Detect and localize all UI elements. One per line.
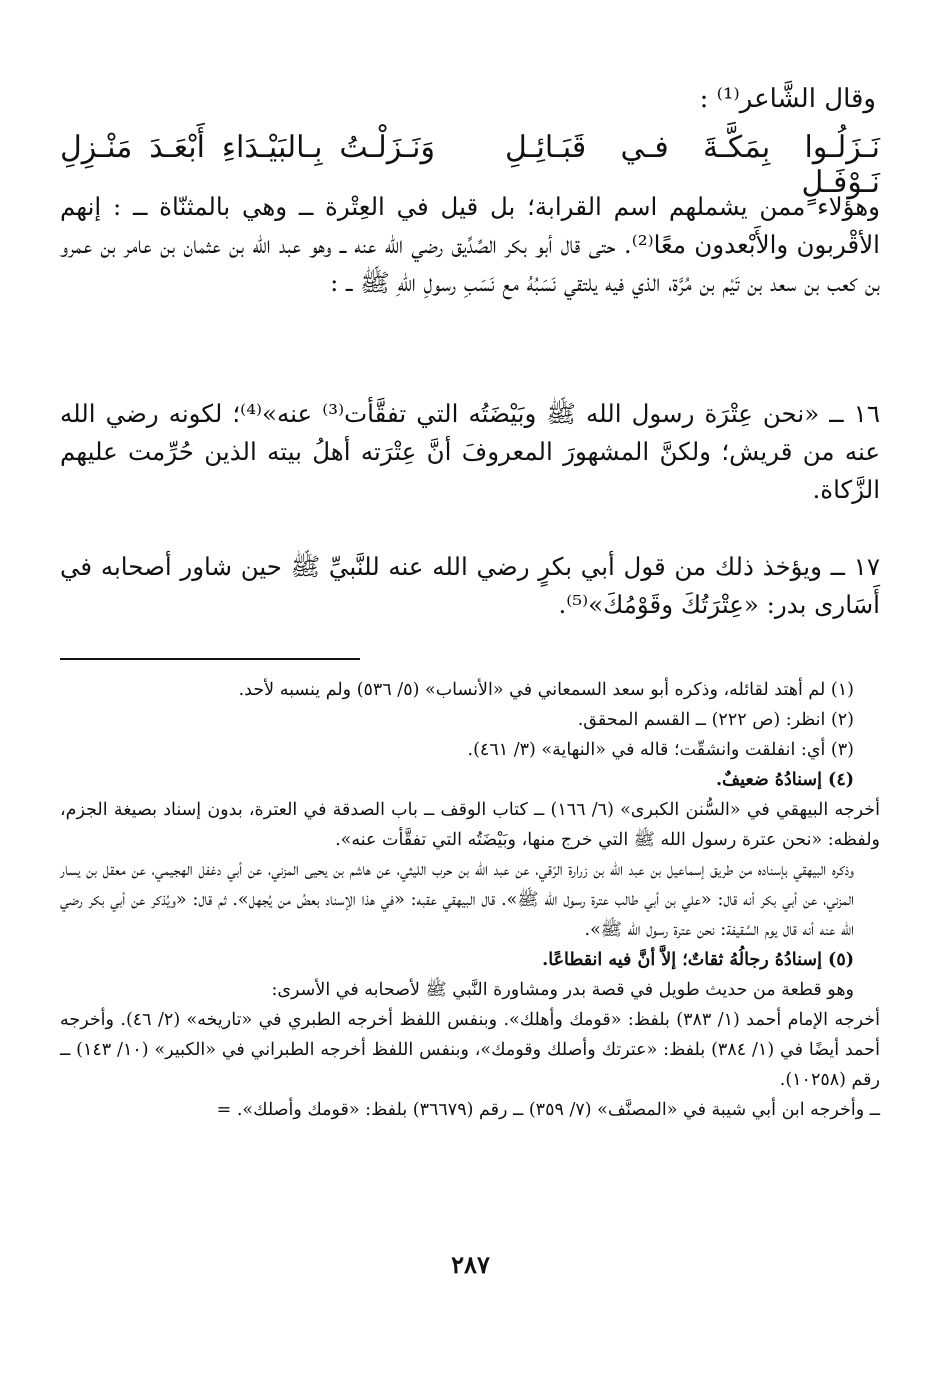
- footnotes: [60, 675, 880, 1125]
- footnote-3: (٣) أي: انفلقت وانشقّت؛ قاله في «النهاية» (٣/ ٤٦١).: [467, 740, 854, 760]
- footnote-1: (١) لم أهتد لقائله، وذكره أبو سعد السمعاني في «الأنساب» (٥/ ٥٣٦) ولم ينسبه لأحد.: [238, 680, 854, 700]
- poem-hemistich-first: نَـزَلُـوا بِمَكَّـةَ فـي قَبَـائِـلِ نَـوْفَـلٍ: [505, 130, 880, 200]
- poem-verse: [60, 130, 880, 200]
- paragraph-qaraba: وهؤلاء ممن يشملهم اسم القرابة؛ بل قيل في العِتْرة ــ وهي بالمثنّاة ــ : إنهم الأقْربون والأَبْعدون معًا⁽²⁾. حتى قال أبو بكر الصِّدِّيق رضي الله عنه ــ وهو عبد الله بن عثمان بن عامر بن عمرو بن كعب بن سعد بن تَيْم بن مُرَّة، الذي فيه يلتقي نَسَبُهُ مع نَسَبِ رسولِ اللّهِ ﷺ ــ :: [60, 192, 880, 297]
- footnote-5-grade: (٥) إسنادُهُ رجالُهُ ثقاتٌ؛ إلاَّ أنَّ فيه انقطاعًا.: [542, 950, 854, 970]
- poem-hemistich-second: وَنَـزَلْـتُ بِـالبَيْـدَاءِ أَبْعَـدَ مَنْـزِلِ: [60, 130, 435, 165]
- paragraph-17: ١٧ ــ ويؤخذ ذلك من قول أبي بكرٍ رضي الله عنه للنَّبيِّ ﷺ حين شاور أصحابه في أَسَارى بدر: «عِتْرَتُكَ وقَوْمُكَ»⁽⁵⁾.: [60, 552, 880, 619]
- footnote-4-grade: (٤) إسنادُهُ ضعيفٌ.: [715, 770, 854, 790]
- footnote-separator: [60, 658, 360, 660]
- footnote-4-takhrij: أخرجه البيهقي في «السُّنن الكبرى» (٦/ ١٦٦) ــ كتاب الوقف ــ باب الصدقة في العترة، بدون إسناد بصيغة الجزم، ولفظه: «نحن عترة رسول الله ﷺ التي خرج منها، وبَيْضَتُه التي تفقَّأت عنه».: [60, 800, 880, 850]
- paragraph-16: ١٦ ــ «نحن عِتْرَة رسول الله ﷺ وبَيْضَتُه التي تفقَّأت⁽³⁾ عنه»⁽⁴⁾؛ لكونه رضي الله عنه من قريش؛ ولكنَّ المشهورَ المعروفَ أنَّ عِتْرَته أهلُ بيته الذين حُرِّمت عليهم الزَّكاة.: [60, 399, 880, 504]
- intro-line: وقال الشَّاعر⁽¹⁾ :: [699, 84, 876, 114]
- footnote-2: (٢) انظر: (ص ٢٢٢) ــ القسم المحقق.: [577, 710, 854, 730]
- footnote-4-isnad: وذكره البيهقي بإسناده من طريق إسماعيل بن عبد الله بن زرارة الرّقي، عن عبد الله بن حرب الليثي، عن هاشم بن يحيى المزني، عن أبي دغفل الهجيمي، عن معقل بن يسار المزني، عن أبي بكر أنه قال: «علي بن أبي طالب عترة رسول الله ﷺ». قال البيهقي عقبه: «في هذا الإسناد بعضُ من يُجهل». ثم قال: «ويُذكر عن أبي بكر رضي الله عنه أنه قال يوم السَّقيفة: نحن عترة رسول الله ﷺ».: [60, 860, 854, 940]
- page-number: ٢٨٧: [451, 1250, 490, 1279]
- footnote-5-context: وهو قطعة من حديث طويل في قصة بدر ومشاورة النَّبي ﷺ لأصحابه في الأسرى:: [271, 980, 854, 1000]
- footnote-5-takhrij: أخرجه الإمام أحمد (١/ ٣٨٣) بلفظ: «قومك وأهلك». وبنفس اللفظ أخرجه الطبري في «تاريخه» (٢/ ٤٦). وأخرجه أحمد أيضًا في (١/ ٣٨٤) بلفظ: «عترتك وأصلك وقومك»، وبنفس اللفظ أخرجه الطبراني في «الكبير» (١٠/ ١٤٣) ــ رقم (١٠٢٥٨).: [60, 1010, 880, 1090]
- footnote-5-continued: ــ وأخرجه ابن أبي شيبة في «المصنَّف» (٧/ ٣٥٩) ــ رقم (٣٦٦٧٩) بلفظ: «قومك وأصلك». =: [216, 1100, 880, 1120]
